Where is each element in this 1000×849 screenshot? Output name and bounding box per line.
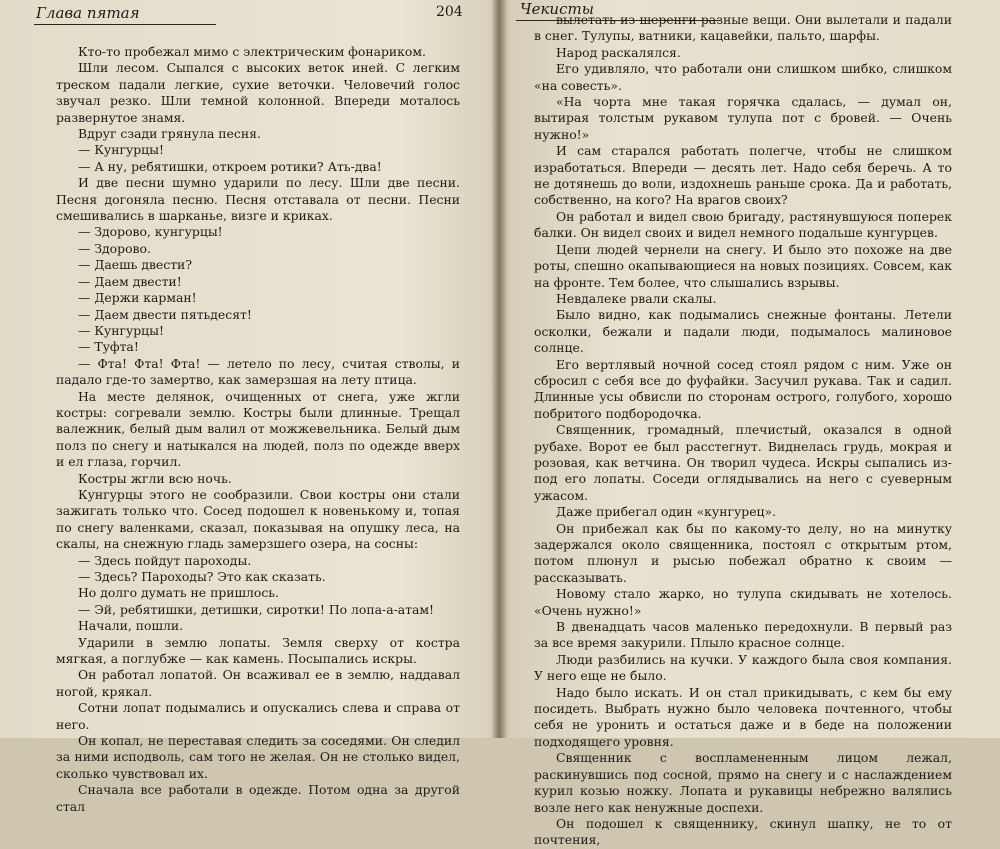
paragraph: — Здесь пойдут пароходы.: [78, 552, 252, 568]
paragraph: «На чорта мне такая горячка сдалась, — думал он, вытирая толстым рукавом тулупа пот с бровей. — Очень нужно!»: [534, 94, 952, 142]
paragraph: Невдалеке рвали скалы.: [556, 290, 717, 306]
paragraph: Он работал и видел свою бригаду, растянувшуюся поперек балки. Он видел своих и видел немного подальше кунгурцев.: [534, 208, 952, 241]
paragraph: Даже прибегал один «кунгурец».: [556, 504, 777, 520]
paragraph: Сначала все работали в одежде. Потом одна за другой стал: [56, 782, 460, 814]
paragraph: Его удивляло, что работали они слишком шибко, слишком «на совесть».: [534, 61, 952, 93]
paragraph: Сотни лопат подымались и опускались слева и справа от него.: [56, 700, 460, 732]
right-page: [506, 0, 1000, 848]
paragraph: Священник с воспламененным лицом лежал, раскинувшись под сосной, прямо на снегу и с наслаждением курил козью ножку. Лопата и рукавицы небрежно валялись возле него как ненужные доспехи.: [534, 750, 952, 815]
paragraph: Люди разбились на кучки. У каждого была своя компания. У него еще не было.: [534, 651, 952, 684]
paragraph: — Даем двести пятьдесят!: [78, 306, 252, 322]
paragraph: Кто-то пробежал мимо с электрическим фонариком.: [78, 44, 426, 59]
paragraph: Он прибежал как бы по какому-то делу, но на минутку задержался около священника, постоял с открытым ртом, потом плюнул и рысью побежал обратно к своим — рассказывать.: [534, 520, 952, 585]
paragraph: — Даешь двести?: [78, 257, 192, 273]
paragraph: Цепи людей чернели на снегу. И было это похоже на две роты, спешно окапывающиеся на новых позициях. Совсем, как на фронте. Тем более, что слышались взрывы.: [534, 241, 952, 290]
paragraph: — Даем двести!: [78, 273, 182, 289]
paragraph: Священник, громадный, плечистый, оказался в одной рубахе. Ворот ее был расстегнут. Виднелась грудь, мокрая и розовая, как ветчина. Он творил чудеса. Искры сыпались из-под его лопаты. Соседи оглядывались на него с суеверным ужасом.: [534, 422, 952, 503]
paragraph: — Туфта!: [78, 339, 139, 355]
paragraph: Новому стало жарко, но тулупа скидывать не хотелось. «Очень нужно!»: [534, 586, 952, 618]
paragraph: — Фта! Фта! Фта! — летело по лесу, считая стволы, и падало где-то замертво, как замерзшая на лету птица.: [56, 355, 460, 388]
paragraph: — Кунгурцы!: [78, 142, 164, 158]
left-page-text: [56, 44, 460, 815]
paragraph: Костры жгли всю ночь.: [78, 470, 232, 486]
paragraph: Начали, пошли.: [78, 618, 184, 634]
left-head-rule: [34, 24, 216, 25]
paragraph: В двенадцать часов маленько передохнули. В первый раз за все время закурили. Плыло красное солнце.: [534, 619, 952, 651]
paragraph: И две песни шумно ударили по лесу. Шли две песни. Песня догоняла песню. Песня отставала от песни. Песни смешивались в шарканье, визге и криках.: [56, 175, 460, 224]
left-page: [0, 0, 492, 814]
paragraph: Народ раскалялся.: [556, 44, 681, 60]
paragraph: На месте делянок, очищенных от снега, уже жгли костры: согревали землю. Костры были длинные. Трещал валежник, белый дым валил от можжевельника. Белый дым полз по снегу и натыкался на людей, полз по одежде вверх и ел глаза, горчил.: [56, 388, 460, 470]
paragraph: Он подошел к священнику, скинул шапку, не то от почтения,: [534, 815, 952, 848]
paragraph: Он копал, не переставая следить за соседями. Он следил за ними исподволь, сам того не желая. Он не столько видел, сколько чувствовал их.: [56, 733, 460, 781]
left-running-head: Глава пятая: [36, 4, 140, 22]
paragraph: Шли лесом. Сыпался с высоких веток иней. С легким треском падали легкие, сухие веточки. Человечий голос звучал резко. Шли темной колонной. Впереди моталось развернутое знамя.: [56, 60, 460, 125]
paragraph: — Кунгурцы!: [78, 322, 164, 338]
paragraph: Надо было искать. И он стал прикидывать, с кем бы ему посидеть. Выбрать нужно было человека почтенного, чтобы себя не уронить и остаться даже и в беде на положении подходящего уровня.: [534, 684, 952, 749]
paragraph: — Здорово, кунгурцы!: [78, 224, 223, 240]
paragraph: И сам старался работать полегче, чтобы не слишком изработаться. Впереди — десять лет. Надо себя беречь. А то не дотянешь до воли, издохнешь раньше срока. Да и работать, собственно, на кого? На врагов своих?: [534, 143, 952, 208]
paragraph: Кунгурцы этого не сообразили. Свои костры они стали зажигать только что. Сосед подошел к новенькому и, топая по снегу валенками, сказал, показывая на опушку леса, на скалы, на снежную гладь замерзшего озера, на сосны:: [56, 486, 460, 552]
paragraph: вылетать из шеренги разные вещи. Они вылетали и падали в снег. Тулупы, ватники, кацавейки, пальто, шарфы.: [534, 12, 952, 44]
paragraph: Было видно, как подымались снежные фонтаны. Летели осколки, бежали и падали люди, подымалось малиновое солнце.: [534, 307, 952, 356]
paragraph: — Здесь? Пароходы? Это как сказать.: [78, 569, 326, 584]
paragraph: — Эй, ребятишки, детишки, сиротки! По лопа-а-атам!: [78, 601, 435, 617]
paragraph: — А ну, ребятишки, откроем ротики? Ать-два!: [78, 158, 382, 174]
paragraph: — Здорово.: [78, 240, 151, 256]
paragraph: Он работал лопатой. Он всаживал ее в землю, наддавал ногой, крякал.: [56, 667, 460, 699]
paragraph: Но долго думать не пришлось.: [78, 585, 279, 601]
paragraph: — Держи карман!: [78, 290, 197, 306]
paragraph: Вдруг сзади грянула песня.: [78, 126, 261, 142]
right-running-head: Чекисты: [520, 0, 594, 18]
paragraph: Ударили в землю лопаты. Земля сверху от костра мягкая, а поглубже — как камень. Посыпались искры.: [56, 634, 460, 667]
book-gutter: [492, 0, 506, 738]
paragraph: Его вертлявый ночной сосед стоял рядом с ним. Уже он сбросил с себя все до фуфайки. Засучил рукава. Так и садил. Длинные усы обвисли по сторонам острого, голубого, хорошо побритого подбородочка.: [534, 356, 952, 421]
right-page-text: [534, 12, 952, 849]
left-page-number: 204: [436, 4, 463, 20]
